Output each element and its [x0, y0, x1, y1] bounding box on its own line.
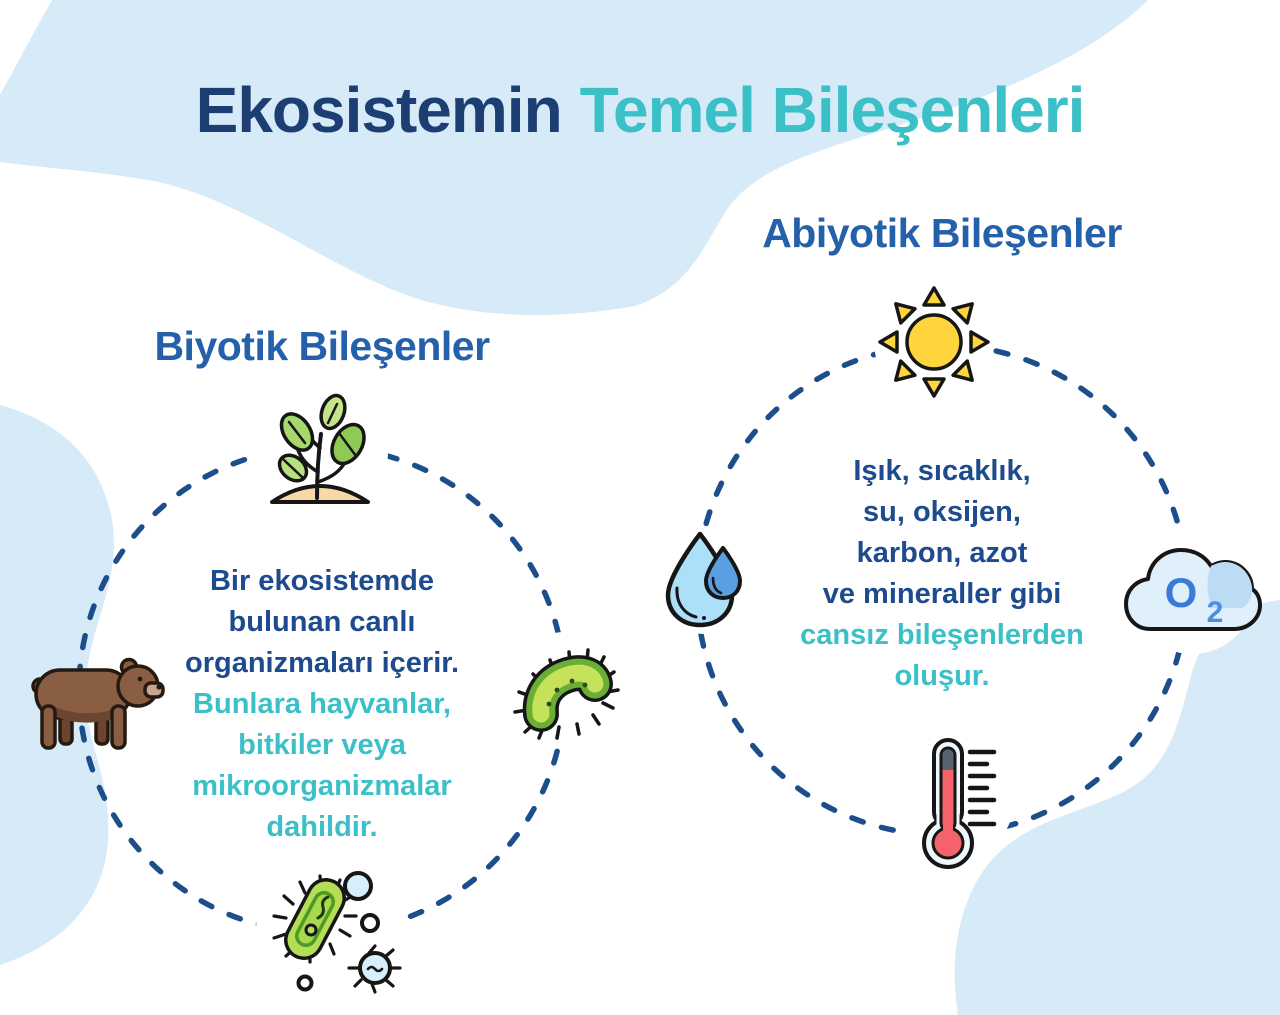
biotic-line-highlight: dahildir.: [266, 811, 378, 843]
oxygen-cloud-icon: [1118, 534, 1266, 649]
biotic-line: Bir ekosistemde: [209, 565, 435, 597]
biotic-line: organizmaları içerir.: [184, 647, 459, 679]
abiotic-line-highlight: oluşur.: [894, 660, 990, 692]
title-part-teal: Temel Bileşenleri: [579, 74, 1085, 146]
biotic-line-highlight: mikroorganizmalar: [192, 770, 452, 802]
bear-icon: [26, 646, 166, 754]
biotic-heading: Biyotik Bileşenler: [154, 323, 490, 369]
biotic-description: [142, 561, 502, 848]
abiotic-heading: Abiyotik Bileşenler: [762, 210, 1122, 256]
sun-icon: [878, 286, 990, 398]
thermometer-icon: [908, 734, 1003, 872]
water-drop-icon: [660, 528, 748, 630]
biotic-line: bulunan canlı: [228, 606, 416, 638]
page-title: [0, 75, 1280, 145]
title-part-navy: Ekosistemin: [195, 74, 562, 146]
oxygen-subscript-text: 2: [1206, 596, 1224, 629]
abiotic-line-highlight: cansız bileşenlerden: [800, 619, 1084, 651]
abiotic-description: [762, 451, 1122, 697]
microorganisms-icon: [252, 856, 404, 994]
plant-icon: [260, 392, 380, 510]
oxygen-symbol-text: O: [1164, 569, 1198, 616]
abiotic-line: Işık, sıcaklık,: [853, 455, 1031, 487]
abiotic-line: karbon, azot: [856, 537, 1028, 569]
biotic-line-highlight: bitkiler veya: [238, 729, 406, 761]
top-blob: [0, 0, 1148, 315]
abiotic-line: su, oksijen,: [863, 496, 1021, 528]
bacteria-icon: [505, 640, 625, 748]
biotic-line-highlight: Bunlara hayvanlar,: [193, 688, 451, 720]
abiotic-line: ve mineraller gibi: [822, 578, 1062, 610]
